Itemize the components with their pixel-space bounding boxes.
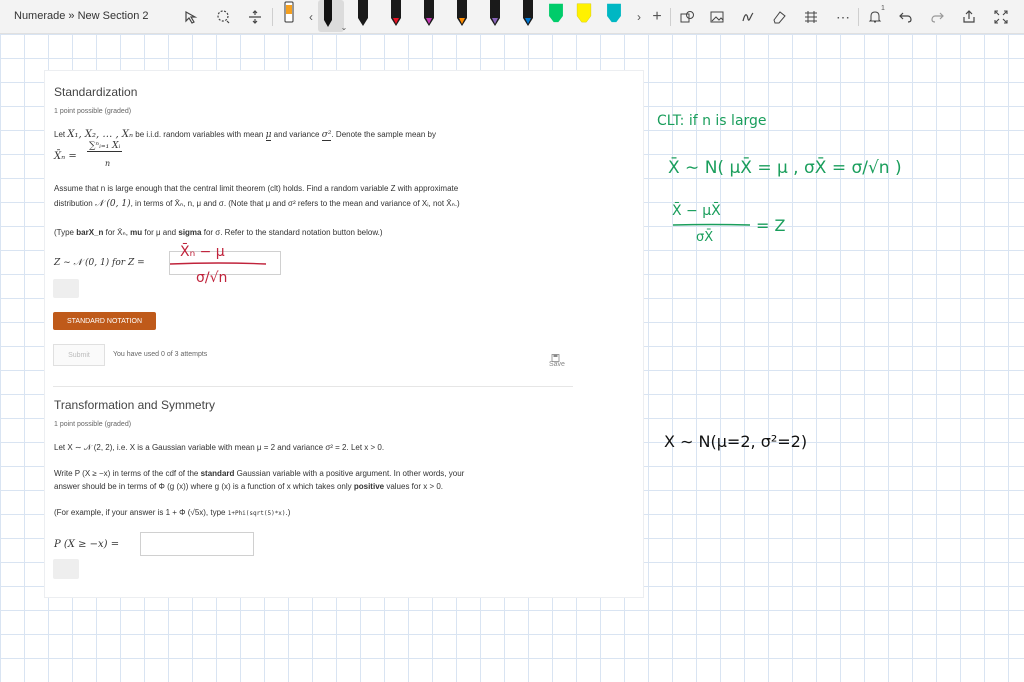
ink-clt-line2-denominator: σX̄ xyxy=(696,230,714,245)
problem2-line1: Let X ∼ 𝒩 (2, 2), i.e. X is a Gaussian variable with mean μ = 2 and variance σ² = 2. Let x > 0. xyxy=(54,443,385,452)
select-icon[interactable] xyxy=(180,6,202,28)
sample-mean-denominator: n xyxy=(105,159,111,168)
highlighter-cyan[interactable] xyxy=(604,0,630,32)
problem1-points: 1 point possible (graded) xyxy=(54,108,132,115)
save-icon[interactable] xyxy=(551,349,561,357)
problem1-attempts: You have used 0 of 3 attempts xyxy=(113,351,208,358)
notification-count: 1 xyxy=(881,5,885,12)
problem2-title: Transformation and Symmetry xyxy=(54,398,215,412)
eraser-icon[interactable] xyxy=(768,6,790,28)
ink-clt-line1: X̄ ∼ N( μX̄ = μ , σX̄ = σ/√n ) xyxy=(668,158,902,178)
shape-icon[interactable] xyxy=(676,6,698,28)
undo-icon[interactable] xyxy=(895,6,917,28)
pen-blue[interactable] xyxy=(518,0,538,32)
more-icon[interactable]: ⋯ xyxy=(836,8,850,25)
problem1-line3: distribution 𝒩 (0, 1), in terms of X̄ₙ, n, μ and σ. (Note that μ and σ² refers to the mean and variance of Xᵢ, not X̄ₙ.) xyxy=(54,199,460,209)
toolbar xyxy=(0,0,1024,34)
ink-problem2-note: X ∼ N(μ=2, σ²=2) xyxy=(664,432,808,451)
problem2-points: 1 point possible (graded) xyxy=(54,421,132,428)
sample-mean-numerator: ∑ⁿᵢ₌₁ Xᵢ xyxy=(89,141,121,151)
share-icon[interactable] xyxy=(958,6,980,28)
scroll-right-icon[interactable]: › xyxy=(637,10,641,24)
problem2-line3: answer should be in terms of Φ (g (x)) where g (x) is a function of x which takes only positive values for x > 0. xyxy=(54,482,444,491)
problem1-line2: Assume that n is large enough that the central limit theorem (clt) holds. Find a random variable Z with approximate xyxy=(54,184,459,193)
page-breadcrumb: Numerade » New Section 2 xyxy=(14,10,149,22)
scroll-left-icon[interactable]: ‹ xyxy=(309,10,313,24)
problem1-answer-label: Z ∼ 𝒩 (0, 1) for Z = xyxy=(54,258,145,268)
pen-black[interactable] xyxy=(353,0,373,32)
problem1-submit-button[interactable]: Submit xyxy=(53,344,105,366)
ink-to-math-icon[interactable] xyxy=(737,6,759,28)
problem2-example: (For example, if your answer is 1 + Φ (√5x), type 1+Phi(sqrt(5)*x).) xyxy=(54,508,291,517)
ink-clt-line2-rhs: = Z xyxy=(756,216,786,235)
problem2-preview-button[interactable] xyxy=(53,559,79,579)
image-icon[interactable] xyxy=(706,6,728,28)
section-divider xyxy=(53,386,573,387)
pen-purple[interactable] xyxy=(485,0,505,32)
pen-red[interactable] xyxy=(386,0,406,32)
standard-notation-button[interactable]: STANDARD NOTATION xyxy=(53,312,156,330)
problem1-hint: (Type barX_n for X̄ₙ, mu for μ and sigma for σ. Refer to the standard notation button below.) xyxy=(54,228,383,237)
ink-answer1-denominator: σ/√n xyxy=(196,270,228,286)
ink-clt-fraction-line xyxy=(672,222,752,228)
problem2-answer-input[interactable] xyxy=(140,532,254,556)
lasso-icon[interactable] xyxy=(212,6,234,28)
sample-mean-formula: X̄ₙ = xyxy=(54,151,77,162)
problem2-line2: Write P (X ≥ −x) in terms of the cdf of the standard Gaussian variable with a positive argument. In other words, your xyxy=(54,469,465,478)
problem1-line1: Let X₁, X₂, … , Xₙ be i.i.d. random variables with mean μ and variance σ². Denote the sample mean by xyxy=(54,129,436,140)
highlighter-yellow[interactable] xyxy=(574,0,600,32)
pen-magenta[interactable] xyxy=(419,0,439,32)
pen-tool-1[interactable] xyxy=(279,0,299,32)
redo-icon[interactable] xyxy=(926,6,948,28)
chevron-down-icon[interactable]: ⌄ xyxy=(340,22,348,32)
highlighter-green[interactable] xyxy=(546,0,572,32)
pen-orange[interactable] xyxy=(452,0,472,32)
ruler-icon[interactable] xyxy=(800,6,822,28)
fullscreen-icon[interactable] xyxy=(990,6,1012,28)
insert-space-icon[interactable] xyxy=(244,6,266,28)
problem1-title: Standardization xyxy=(54,85,138,99)
add-icon[interactable]: + xyxy=(652,8,662,25)
ink-clt-title: CLT: if n is large xyxy=(657,113,767,129)
ink-clt-line2-numerator: X̄ − μX̄ xyxy=(672,203,721,219)
save-button[interactable]: Save xyxy=(549,361,565,368)
problem1-preview-button[interactable] xyxy=(53,279,79,298)
ink-answer1-numerator: X̄ₙ − μ xyxy=(180,244,225,260)
problem2-answer-label: P (X ≥ −x) = xyxy=(54,539,120,550)
problem-card xyxy=(44,70,644,598)
